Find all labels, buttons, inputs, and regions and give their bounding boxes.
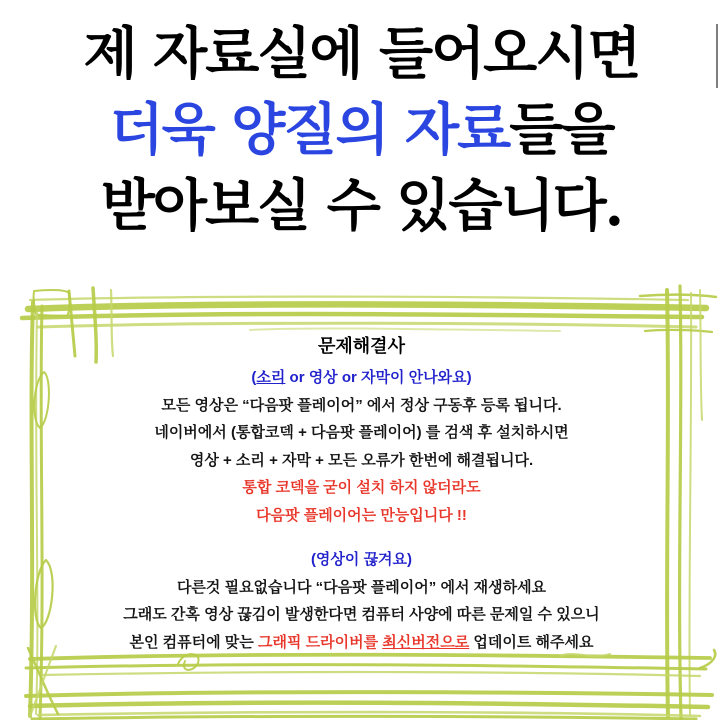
- troubleshooting-panel: [40, 331, 683, 656]
- headline-highlight: 더욱 양질의 자료: [109, 97, 510, 163]
- warning-line: 다음팟 플레이어는 만능입니다 !!: [256, 506, 467, 524]
- stutter-section-heading: (영상이 끊겨요): [310, 551, 413, 568]
- headline-line-3: 받아보실 수 있습니다.: [100, 173, 623, 239]
- headline-line-2: [0, 92, 723, 168]
- audio-section-heading: [40, 364, 683, 392]
- heading-rest: or 영상 or 자막이 안나와요): [285, 369, 472, 386]
- promo-headline: [0, 16, 723, 244]
- heading-underlined-word: 소리: [256, 369, 286, 386]
- panel-title: 문제해결사: [318, 336, 405, 356]
- scan-artifact-line: [716, 24, 718, 88]
- update-line-red-underlined: 최신버전으로: [382, 633, 470, 651]
- notice-line: 영상 + 소리 + 자막 + 모든 오류가 한번에 해결됩니다.: [189, 451, 534, 469]
- section-spacer: [40, 529, 683, 546]
- headline-line-1: 제 자료실에 들어오시면: [83, 21, 640, 87]
- notice-line: 네이버에서 (통합코덱 + 다음팟 플레이어) 를 검색 후 설치하시면: [154, 424, 569, 441]
- heading-paren-open: (: [251, 369, 257, 386]
- update-line-prefix: 본인 컴퓨터에 맞는: [129, 633, 258, 651]
- update-line-red: 그래픽 드라이버를: [257, 633, 383, 651]
- update-driver-line: [40, 629, 683, 657]
- notice-line: 다른것 필요없습니다 “다음팟 플레이어” 에서 재생하세요: [176, 578, 547, 596]
- notice-line: 그래도 간혹 영상 끊김이 발생한다면 컴퓨터 사양에 따른 문제일 수 있으니: [123, 606, 600, 623]
- headline-line-2-rest: 들을: [509, 97, 614, 163]
- warning-line: 통합 코덱을 굳이 설치 하지 않더라도: [242, 479, 481, 496]
- update-line-suffix: 업데이트 해주세요: [469, 633, 594, 651]
- notice-line: 모든 영상은 “다음팟 플레이어” 에서 정상 구동후 등록 됩니다.: [161, 396, 562, 414]
